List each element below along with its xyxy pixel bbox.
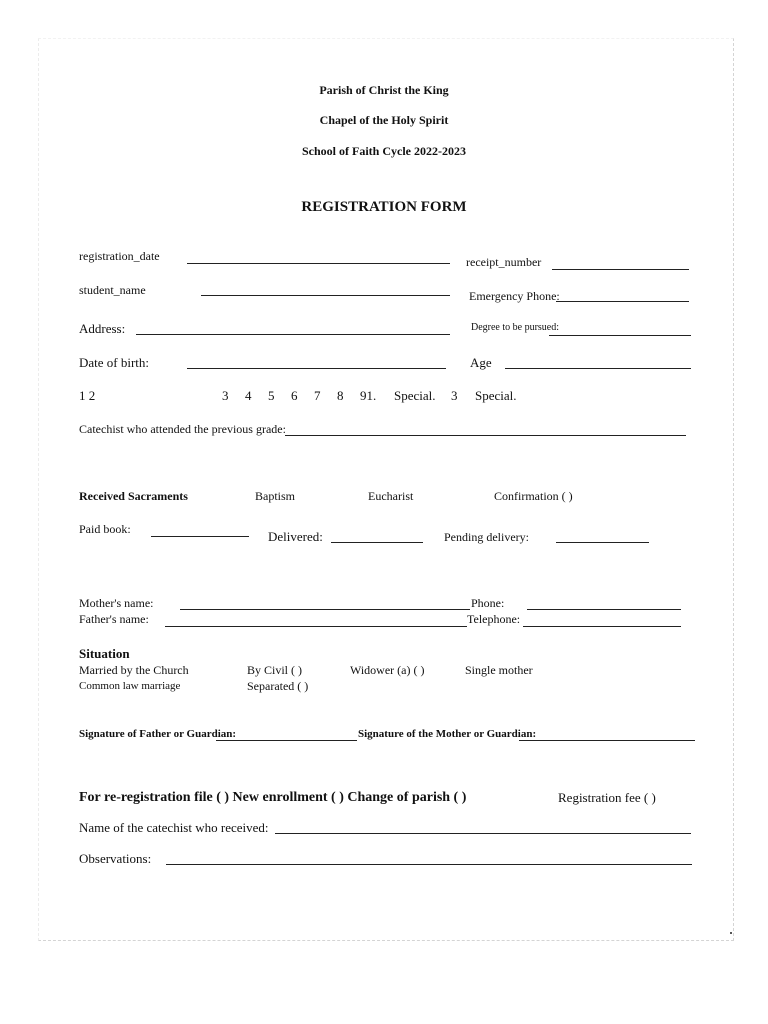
grade-91[interactable]: 91.: [360, 388, 377, 403]
mother-phone-line[interactable]: [527, 609, 681, 610]
grade-6[interactable]: 6: [291, 388, 298, 403]
delivered-label: Delivered:: [268, 529, 323, 544]
widower-option[interactable]: Widower (a) ( ): [350, 663, 425, 677]
common-law-option[interactable]: Common law marriage: [79, 680, 181, 692]
address-label: Address:: [79, 321, 126, 336]
degree-label: Degree to be pursued:: [471, 322, 560, 333]
father-name-label: Father's name:: [79, 612, 149, 626]
parish-name: Parish of Christ the King: [319, 83, 449, 97]
pending-delivery-label: Pending delivery:: [444, 530, 529, 544]
confirmation-option[interactable]: Confirmation ( ): [494, 489, 573, 503]
single-mother-option[interactable]: Single mother: [465, 663, 533, 677]
grade-special-1[interactable]: Special.: [394, 388, 436, 403]
observations-line[interactable]: [166, 864, 692, 865]
grade-5[interactable]: 5: [268, 388, 275, 403]
grade-special-2[interactable]: Special.: [475, 388, 517, 403]
receipt-number-line[interactable]: [552, 269, 689, 270]
grade-7[interactable]: 7: [314, 388, 321, 403]
registration-date-label: registration_date: [79, 249, 160, 263]
student-name-line[interactable]: [201, 295, 450, 296]
form-title: REGISTRATION FORM: [301, 199, 467, 215]
receipt-number-label: receipt_number: [466, 255, 542, 269]
father-name-line[interactable]: [165, 626, 467, 627]
chapel-name: Chapel of the Holy Spirit: [319, 113, 449, 127]
father-telephone-line[interactable]: [523, 626, 681, 627]
observations-label: Observations:: [79, 851, 152, 866]
grade-4[interactable]: 4: [245, 388, 252, 403]
catechist-received-label: Name of the catechist who received:: [79, 820, 269, 835]
paid-book-label: Paid book:: [79, 522, 131, 536]
paid-book-line[interactable]: [151, 536, 249, 537]
pending-delivery-line[interactable]: [556, 542, 649, 543]
emergency-phone-label: Emergency Phone:: [469, 289, 560, 303]
grade-3[interactable]: 3: [222, 388, 229, 403]
age-line[interactable]: [505, 368, 691, 369]
eucharist-option[interactable]: Eucharist: [368, 489, 414, 503]
mother-phone-label: Phone:: [471, 596, 505, 610]
father-telephone-label: Telephone:: [467, 612, 521, 626]
grade-1-2[interactable]: 1 2: [79, 388, 96, 403]
degree-line[interactable]: [549, 335, 691, 336]
baptism-option[interactable]: Baptism: [255, 489, 296, 503]
date-of-birth-label: Date of birth:: [79, 355, 150, 370]
separated-option[interactable]: Separated ( ): [247, 679, 309, 693]
mother-name-line[interactable]: [180, 609, 470, 610]
married-church-option[interactable]: Married by the Church: [79, 663, 189, 677]
grade-3b[interactable]: 3: [451, 388, 458, 403]
grade-8[interactable]: 8: [337, 388, 344, 403]
mother-signature-line[interactable]: [519, 740, 695, 741]
mother-name-label: Mother's name:: [79, 596, 154, 610]
corner-mark: [730, 932, 732, 934]
date-of-birth-line[interactable]: [187, 368, 446, 369]
mother-signature-label: Signature of the Mother or Guardian:: [358, 728, 537, 740]
catechist-received-line[interactable]: [275, 833, 691, 834]
catechist-previous-label: Catechist who attended the previous grade:: [79, 422, 286, 436]
registration-fee-option[interactable]: Registration fee ( ): [558, 790, 656, 805]
registration-date-line[interactable]: [187, 263, 450, 264]
situation-title: Situation: [79, 646, 130, 661]
father-signature-line[interactable]: [216, 740, 357, 741]
cycle-title: School of Faith Cycle 2022-2023: [302, 144, 466, 158]
catechist-previous-line[interactable]: [285, 435, 686, 436]
emergency-phone-line[interactable]: [556, 301, 689, 302]
delivered-line[interactable]: [331, 542, 423, 543]
student-name-label: student_name: [79, 283, 146, 297]
received-sacraments-label: Received Sacraments: [79, 489, 188, 503]
by-civil-option[interactable]: By Civil ( ): [247, 663, 303, 677]
address-line[interactable]: [136, 334, 450, 335]
reregistration-options[interactable]: For re-registration file ( ) New enrollment ( ) Change of parish ( ): [79, 790, 467, 805]
age-label: Age: [470, 355, 492, 370]
father-signature-label: Signature of Father or Guardian:: [79, 728, 237, 740]
